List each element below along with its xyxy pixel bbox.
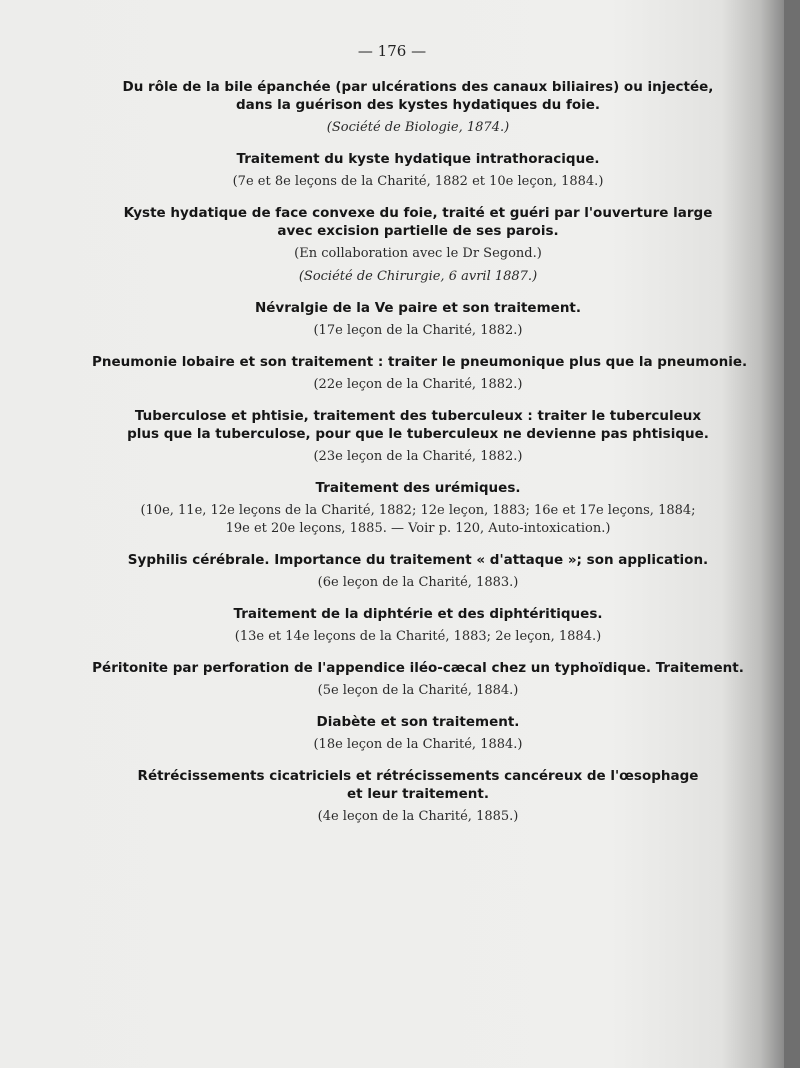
entry-title-line: Diabète et son traitement.: [316, 714, 520, 730]
entry-citation-line: (4e leçon de la Charité, 1885.): [317, 809, 519, 824]
entry-citation: [92, 574, 744, 592]
entry-title-line: avec excision partielle de ses parois.: [277, 223, 559, 239]
entry-title-line: Traitement de la diphtérie et des diphtéritiques.: [233, 606, 603, 622]
entry-citation-line: 19e et 20e leçons, 1885. — Voir p. 120, Auto-intoxication.): [225, 521, 611, 536]
entry-title-line: Traitement des urémiques.: [315, 480, 521, 496]
bibliography-entry: [92, 407, 744, 466]
entry-citation: [92, 736, 744, 754]
entry-title-line: plus que la tuberculose, pour que le tuberculeux ne devienne pas phtisique.: [127, 426, 709, 442]
bibliography-entry: [92, 299, 744, 340]
entry-citation: [92, 808, 744, 826]
entry-citation: [92, 682, 744, 700]
entry-title-line: Névralgie de la Ve paire et son traitement.: [254, 300, 582, 316]
entry-citation-line: (18e leçon de la Charité, 1884.): [313, 737, 523, 752]
entry-title: [92, 659, 744, 677]
entry-title-line: Pneumonie lobaire et son traitement : traiter le pneumonique plus que la pneumonie.: [92, 354, 748, 370]
entry-citation-line: (6e leçon de la Charité, 1883.): [317, 575, 519, 590]
entry-citation-line: (22e leçon de la Charité, 1882.): [313, 377, 523, 392]
entry-title: [92, 767, 744, 803]
entry-title: [92, 204, 744, 240]
entry-title-line: Syphilis cérébrale. Importance du traitement « d'attaque »; son application.: [127, 552, 709, 568]
entry-title-line: dans la guérison des kystes hydatiques du foie.: [235, 97, 601, 113]
entry-title-line: et leur traitement.: [347, 786, 489, 802]
entry-title: [92, 479, 744, 497]
bibliography-entry: [92, 150, 744, 191]
entry-citation-line: (13e et 14e leçons de la Charité, 1883; 2e leçon, 1884.): [234, 629, 602, 644]
bibliography-entry: [92, 767, 744, 826]
bibliography-entry: [92, 78, 744, 137]
entry-citation-line: (17e leçon de la Charité, 1882.): [313, 323, 523, 338]
entry-title: [92, 78, 744, 114]
entry-citation: [92, 502, 744, 538]
entry-title: [92, 353, 748, 371]
bibliography-entry: [92, 713, 744, 754]
entry-title: [92, 605, 744, 623]
entry-collaboration: [92, 245, 744, 263]
entry-title-line: Tuberculose et phtisie, traitement des tuberculeux : traiter le tuberculeux: [134, 408, 702, 424]
entry-title-line: Du rôle de la bile épanchée (par ulcérations des canaux biliaires) ou injectée,: [122, 79, 714, 95]
entry-title: [92, 150, 744, 168]
entry-citation: [92, 268, 744, 286]
entry-citation: [92, 173, 744, 191]
bibliography-entry: [92, 353, 748, 394]
entry-citation-line: (5e leçon de la Charité, 1884.): [317, 683, 519, 698]
bibliography-entry: [92, 605, 744, 646]
page-number: — 176 —: [357, 42, 427, 60]
entry-title-line: Rétrécissements cicatriciels et rétrécissements cancéreux de l'œsophage: [137, 768, 699, 784]
entry-title-line: Péritonite par perforation de l'appendice iléo-cæcal chez un typhoïdique. Traitement.: [92, 660, 744, 676]
entry-citation: [92, 448, 744, 466]
entry-citation: [92, 628, 744, 646]
entry-title-line: Kyste hydatique de face convexe du foie, traité et guéri par l'ouverture large: [123, 205, 713, 221]
entry-title: [92, 299, 744, 317]
entry-citation-line: (10e, 11e, 12e leçons de la Charité, 1882; 12e leçon, 1883; 16e et 17e leçons, 1884;: [140, 503, 696, 518]
entry-citation-line: (Société de Chirurgie, 6 avril 1887.): [298, 269, 538, 284]
entry-citation-line: (Société de Biologie, 1874.): [326, 120, 510, 135]
bibliography-entry: [92, 479, 744, 538]
bibliography-entry: [92, 659, 744, 700]
bibliography-entry: [92, 204, 744, 286]
entry-title-line: Traitement du kyste hydatique intrathoracique.: [236, 151, 600, 167]
entry-citation-line: (7e et 8e leçons de la Charité, 1882 et 10e leçon, 1884.): [232, 174, 604, 189]
entry-title: [92, 713, 744, 731]
bibliography-entry: [92, 551, 744, 592]
entry-title: [92, 551, 744, 569]
entry-citation: [92, 322, 744, 340]
entry-title: [92, 407, 744, 443]
entry-list: [92, 78, 748, 839]
entry-citation: [92, 376, 744, 394]
entry-citation-line: (En collaboration avec le Dr Segond.): [294, 246, 542, 261]
entry-citation-line: (23e leçon de la Charité, 1882.): [313, 449, 523, 464]
entry-citation: [92, 119, 744, 137]
